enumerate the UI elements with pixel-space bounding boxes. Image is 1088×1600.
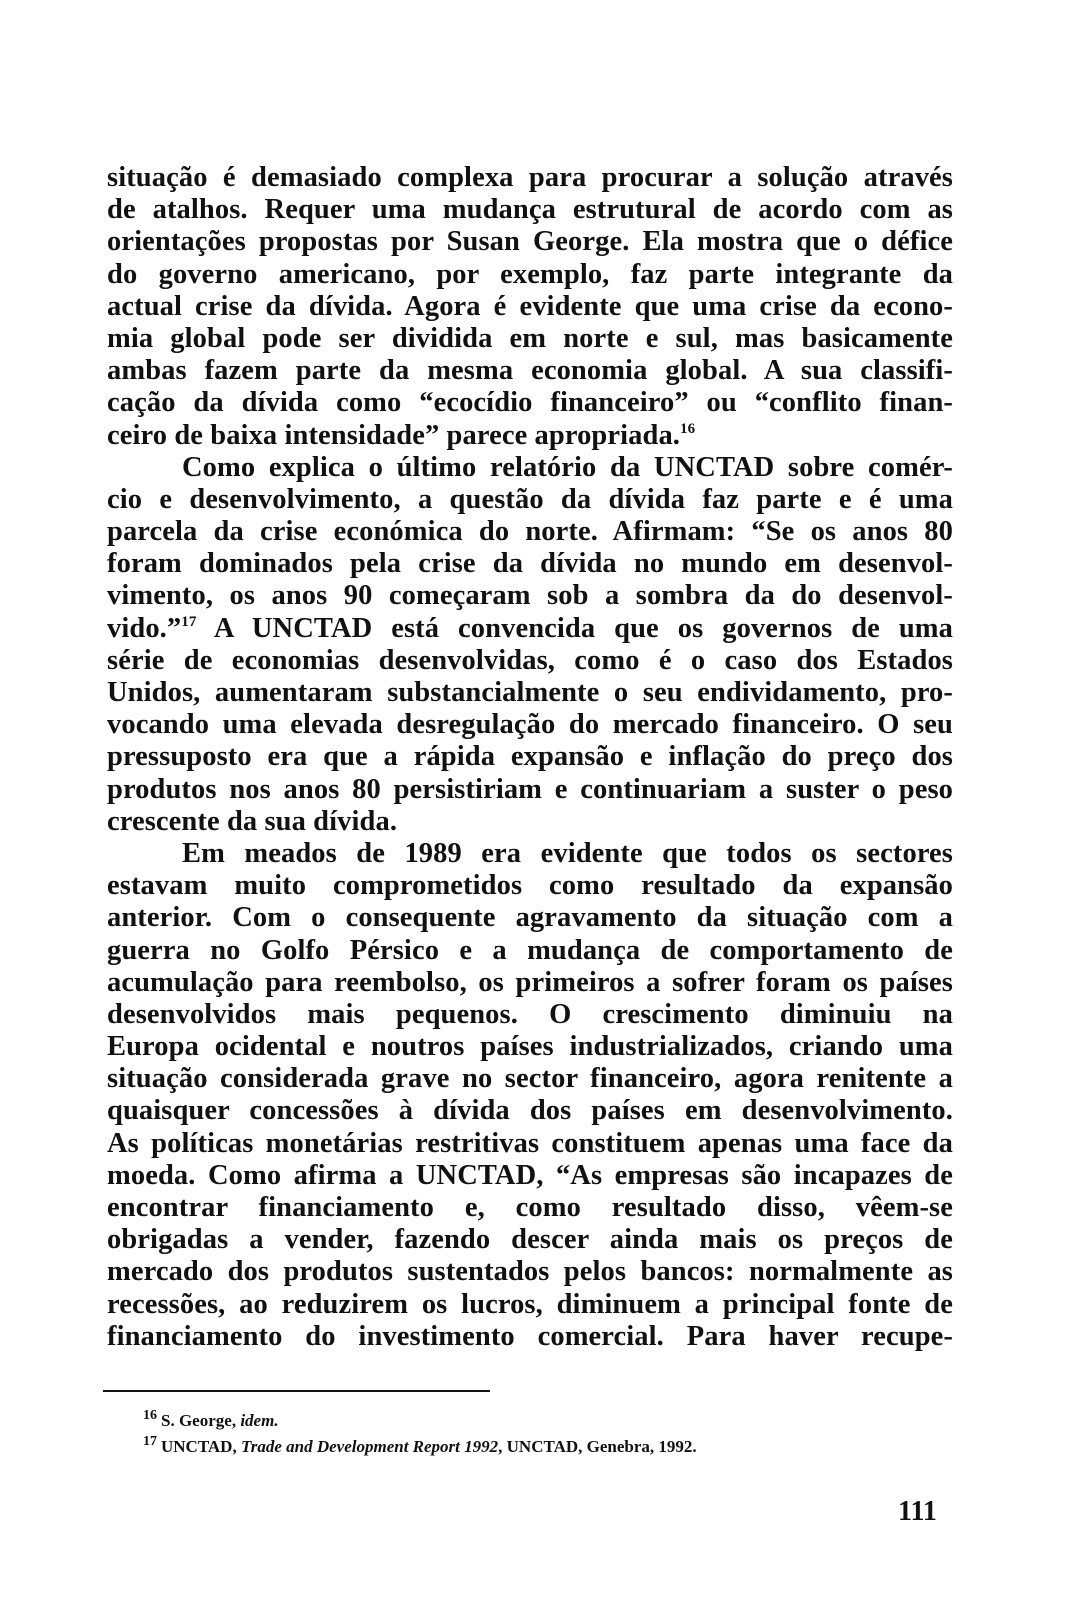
text-line: obrigadas a vender, fazendo descer ainda mais os preços de [107, 1224, 953, 1256]
text-line: parcela da crise económica do norte. Afirmam: “Se os anos 80 [107, 516, 953, 548]
text-segment: vido.” [107, 612, 182, 644]
footnote-ref-16: 16 [680, 420, 696, 437]
text-line: cio e desenvolvimento, a questão da dívida faz parte e é uma [107, 483, 953, 515]
footnote-number: 17 [143, 1434, 157, 1449]
text-segment: A UNCTAD está convencida que os governos de uma [196, 612, 953, 644]
text-line: As políticas monetárias restritivas constituem apenas uma face da [107, 1127, 953, 1159]
page-number: 111 [898, 1496, 937, 1527]
text-line: Em meados de 1989 era evidente que todos os sectores [182, 837, 953, 869]
text-line: orientações propostas por Susan George. Ela mostra que o défice [107, 226, 953, 258]
text-line: foram dominados pela crise da dívida no mundo em desenvol- [107, 548, 953, 580]
footnote-16 [143, 1408, 697, 1434]
text-line: recessões, ao reduzirem os lucros, diminuem a principal fonte de [107, 1288, 953, 1320]
footnote-17 [143, 1434, 697, 1460]
text-line: financiamento do investimento comercial. Para haver recupe- [107, 1320, 953, 1352]
text-line: ambas fazem parte da mesma economia global. A sua classifi- [107, 355, 953, 387]
text-line: quaisquer concessões à dívida dos países em desenvolvimento. [107, 1095, 953, 1127]
footnote-number: 16 [143, 1408, 157, 1423]
footnote-ref-17: 17 [181, 613, 197, 630]
text-line: anterior. Com o consequente agravamento da situação com a [107, 902, 953, 934]
text-line: do governo americano, por exemplo, faz parte integrante da [107, 258, 953, 290]
text-line: mia global pode ser dividida em norte e sul, mas basicamente [107, 322, 953, 354]
text-segment: ceiro de baixa intensidade” parece apropriada. [107, 419, 681, 451]
text-line: encontrar financiamento e, como resultado disso, vêem-se [107, 1192, 953, 1223]
footnote-italic: Trade and Development Report 1992 [240, 1437, 499, 1456]
footnote-text: UNCTAD, [161, 1437, 241, 1456]
text-line: Como explica o último relatório da UNCTAD sobre comér- [182, 451, 953, 483]
text-line: estavam muito comprometidos como resultado da expansão [107, 870, 953, 902]
footnote-separator [103, 1390, 490, 1392]
text-line: acumulação para reembolso, os primeiros a sofrer foram os países [107, 966, 953, 998]
text-line: Unidos, aumentaram substancialmente o seu endividamento, pro- [107, 677, 953, 708]
text-line: vimento, os anos 90 começaram sob a sombra da do desenvol- [107, 580, 953, 612]
text-line [107, 613, 953, 645]
text-line [107, 420, 953, 452]
text-line: vocando uma elevada desregulação do mercado financeiro. O seu [107, 709, 953, 741]
text-line: situação é demasiado complexa para procurar a solução através [107, 162, 953, 193]
text-line: pressuposto era que a rápida expansão e inflação do preço dos [107, 741, 953, 773]
text-line: Europa ocidental e noutros países industrializados, criando uma [107, 1031, 953, 1063]
text-line: cação da dívida como “ecocídio financeiro” ou “conflito finan- [107, 387, 953, 419]
body-text [107, 162, 953, 1353]
footnote-italic: idem. [240, 1411, 279, 1430]
text-line: crescente da sua dívida. [107, 805, 398, 837]
footnotes [143, 1408, 697, 1460]
footnote-text: S. George, [161, 1411, 241, 1430]
text-line: mercado dos produtos sustentados pelos bancos: normalmente as [107, 1256, 953, 1288]
footnote-text: , UNCTAD, Genebra, 1992. [498, 1437, 697, 1456]
text-line: situação considerada grave no sector financeiro, agora renitente a [107, 1063, 953, 1095]
text-line: série de economias desenvolvidas, como é o caso dos Estados [107, 644, 953, 676]
text-line: de atalhos. Requer uma mudança estrutural de acordo com as [107, 194, 953, 226]
text-line: produtos nos anos 80 persistiriam e continuariam a suster o peso [107, 773, 953, 805]
text-line: moeda. Como afirma a UNCTAD, “As empresas são incapazes de [107, 1159, 953, 1191]
text-line: desenvolvidos mais pequenos. O crescimento diminuiu na [107, 998, 953, 1030]
text-line: actual crise da dívida. Agora é evidente que uma crise da econo- [107, 290, 953, 322]
text-line: guerra no Golfo Pérsico e a mudança de comportamento de [107, 934, 953, 966]
